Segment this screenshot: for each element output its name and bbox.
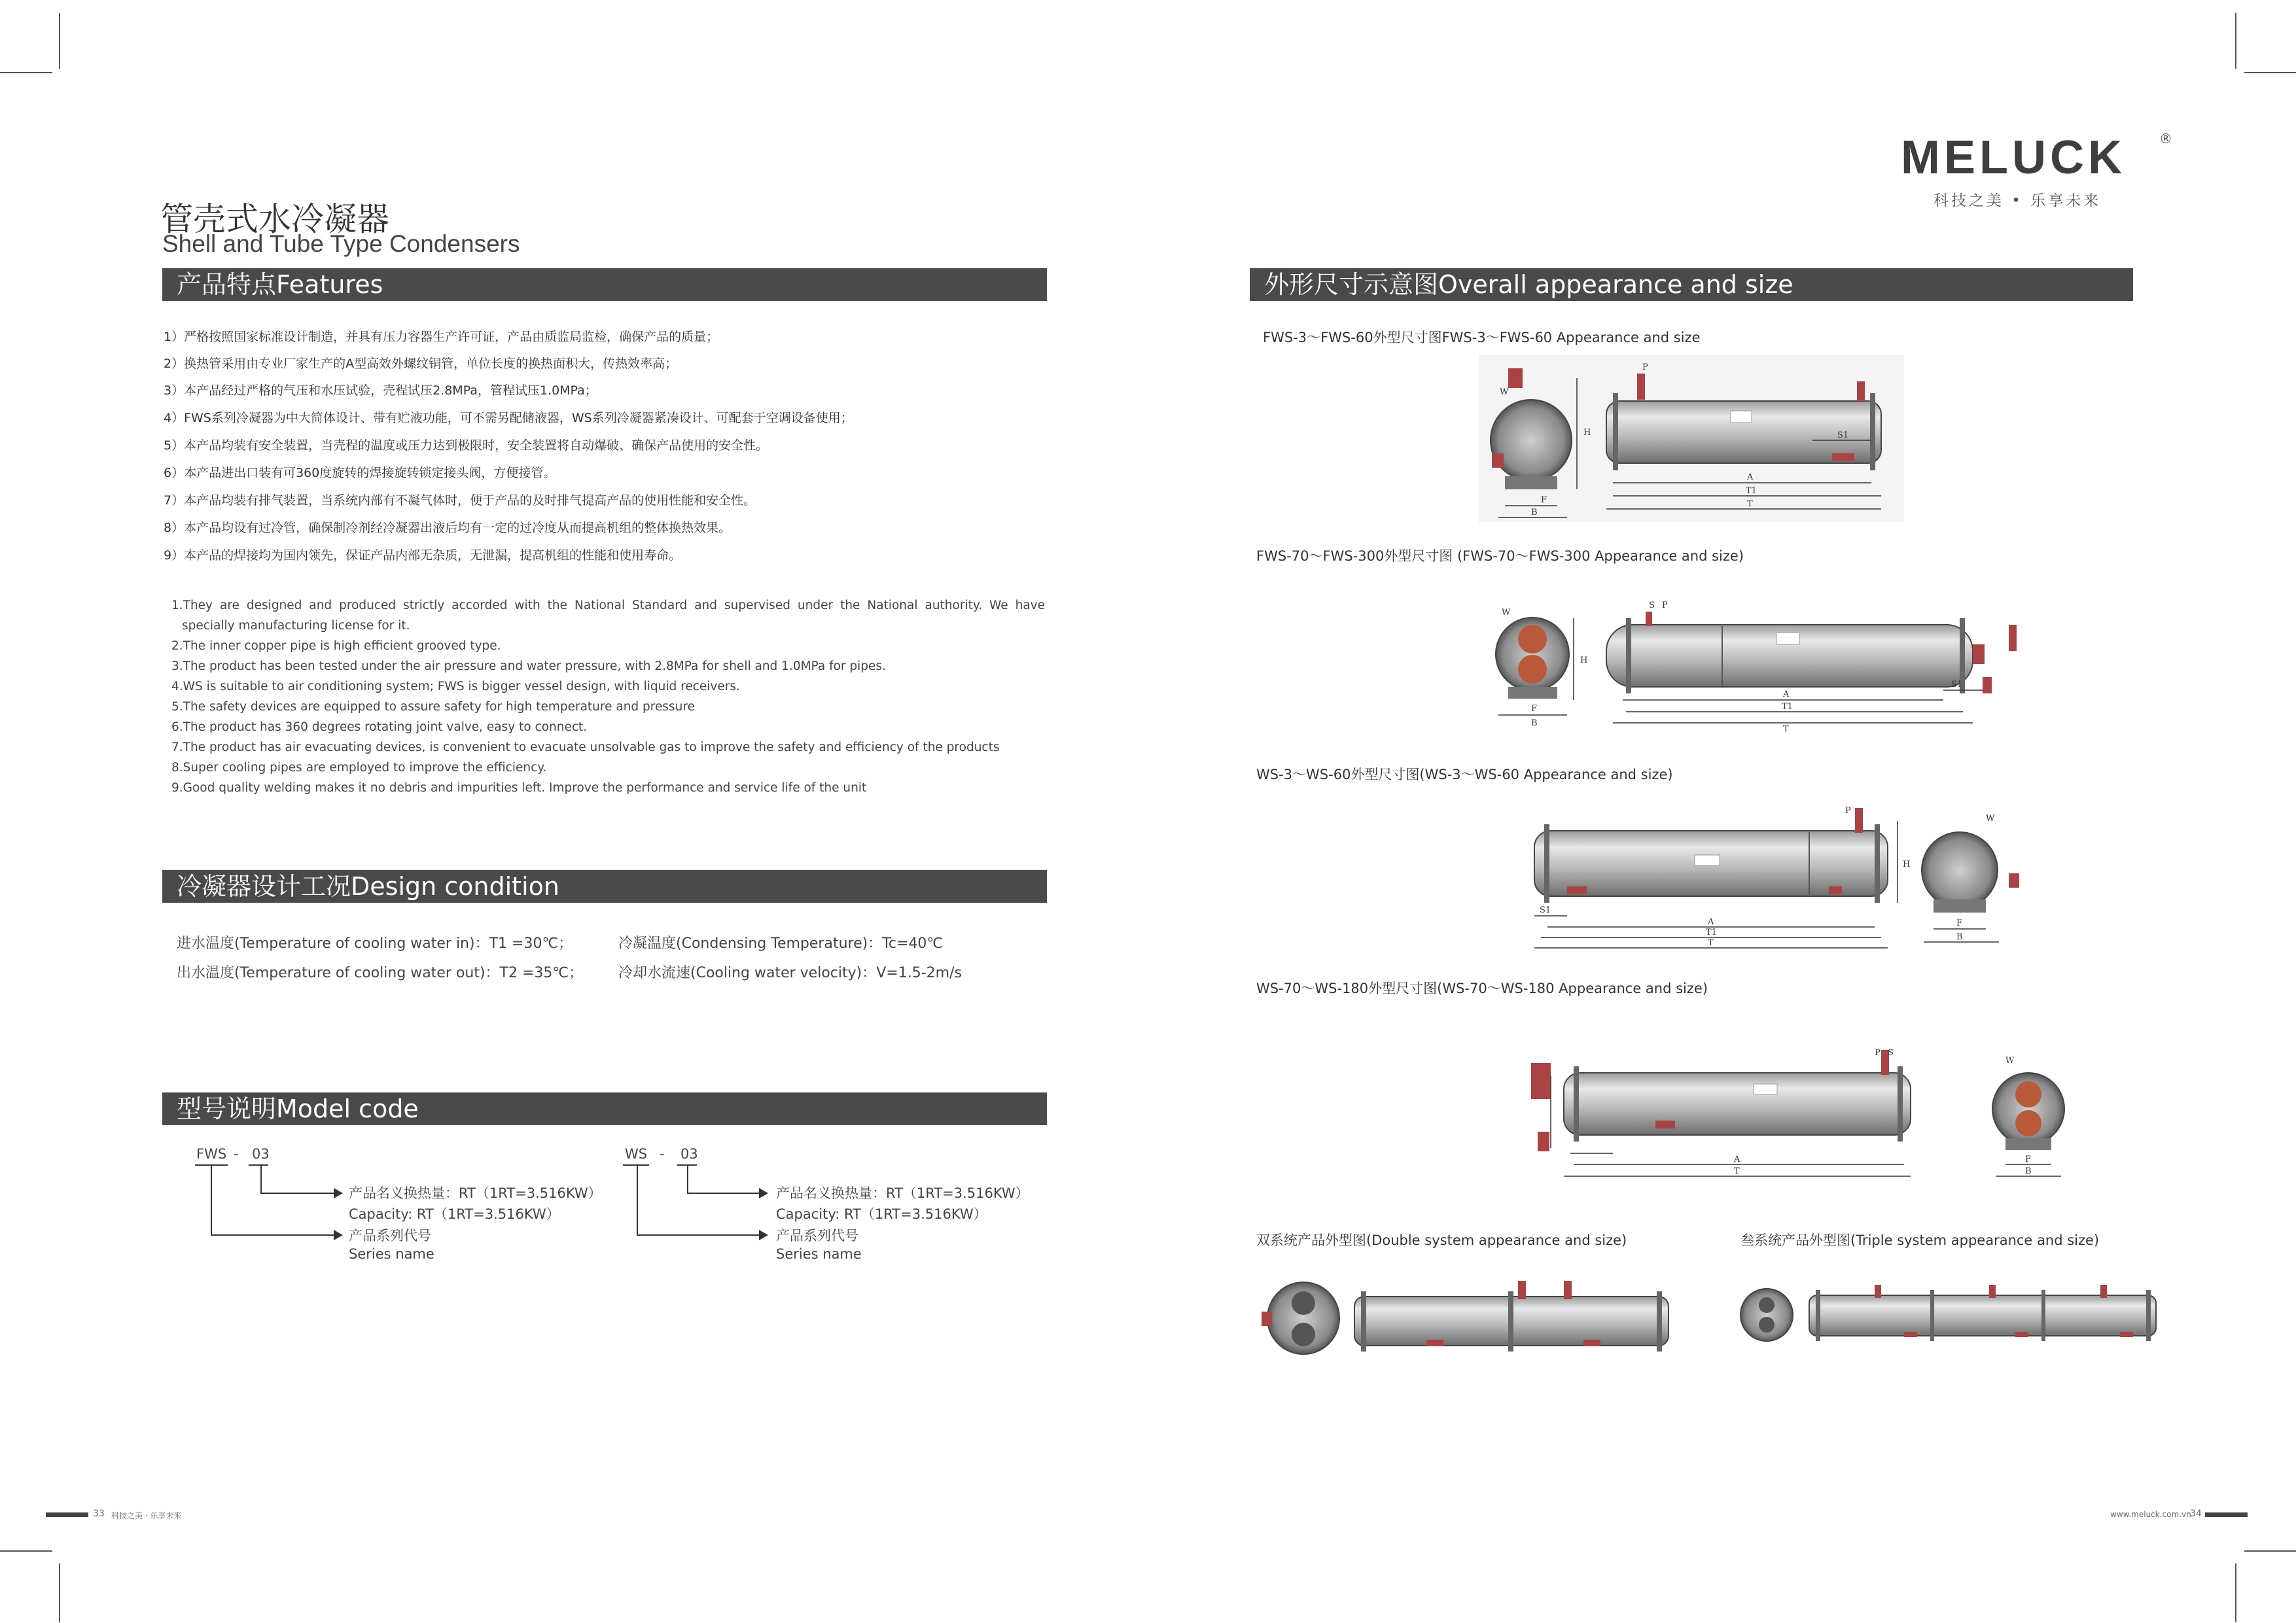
dim-label: S1 xyxy=(1951,680,1963,689)
caption-ws-70-180: WS-70～WS-180外型尺寸图(WS-70～WS-180 Appearance and size) xyxy=(1256,981,1708,996)
caption-triple-system: 叁系统产品外型图(Triple system appearance and size) xyxy=(1740,1232,2100,1248)
feature-cn-item: 2）换热管采用由专业厂家生产的A型高效外螺纹铜管，单位长度的换热面积大，传热效率高； xyxy=(164,357,678,371)
code-series: WS xyxy=(625,1146,648,1162)
dim-label: B xyxy=(1956,932,1963,942)
footer-page-right: 34 xyxy=(2190,1509,2202,1519)
feature-en-item: specially manufacturing license for it. xyxy=(182,619,410,633)
arrow-right-icon xyxy=(759,1188,769,1198)
code-connector xyxy=(637,1234,761,1236)
page-title-cn: 管壳式水冷凝器 xyxy=(160,200,389,238)
dim-label: A xyxy=(1734,1155,1740,1164)
dim-label: P xyxy=(1642,362,1648,372)
code-connector xyxy=(211,1234,335,1236)
feature-cn-item: 8）本产品均设有过冷管，确保制冷剂经冷凝器出液后均有一定的过冷度从而提高机组的整体换热效果。 xyxy=(164,521,732,535)
code-underline xyxy=(249,1164,268,1166)
feature-cn-item: 9）本产品的焊接均为国内领先，保证产品内部无杂质，无泄漏，提高机组的性能和使用寿命。 xyxy=(164,548,682,563)
feature-en-item: 9.Good quality welding makes it no debris and impurities left. Improve the performance and service life of the unit xyxy=(171,781,867,795)
code-capacity-cn: 产品名义换热量：RT（1RT=3.516KW） xyxy=(776,1185,1029,1201)
footer-url: www.meluck.com.vn xyxy=(2110,1510,2191,1519)
dim-label: T1 xyxy=(1706,928,1717,937)
dim-label: H xyxy=(1580,655,1588,665)
dim-label: W xyxy=(1986,814,1995,824)
feature-en-item: 7.The product has air evacuating devices, is convenient to evacuate unsolvable gas to improve the safety and efficiency of the products xyxy=(171,741,1000,754)
appearance-heading: 外形尺寸示意图Overall appearance and size xyxy=(1250,268,2133,301)
dim-label: T1 xyxy=(1746,486,1757,496)
feature-cn-item: 7）本产品均装有排气装置，当系统内部有不凝气体时，便于产品的及时排气提高产品的使用性能和安全性。 xyxy=(164,493,756,508)
feature-cn-item: 1）严格按照国家标准设计制造，并具有压力容器生产许可证，产品由质监局监检，确保产品的质量； xyxy=(164,330,719,344)
dim-label: P xyxy=(1875,1048,1881,1058)
caption-double-system: 双系统产品外型图(Double system appearance and size) xyxy=(1256,1232,1627,1248)
dim-label: H xyxy=(1903,860,1911,869)
dim-label: B xyxy=(1531,508,1538,517)
diagram-double-system xyxy=(1256,1276,1688,1361)
crop-mark xyxy=(2235,1563,2236,1622)
feature-en-item: 1.They are designed and produced strictly accorded with the National Standard and supervised under the National authority. We have xyxy=(171,599,1045,612)
dim-label: F xyxy=(1541,495,1547,505)
condenser-drawing xyxy=(1479,355,1904,522)
crop-mark xyxy=(0,1550,52,1552)
code-capacity-en: Capacity: RT（1RT=3.516KW） xyxy=(776,1206,987,1222)
feature-cn-item: 3）本产品经过严格的气压和水压试验，壳程试压2.8MPa，管程试压1.0MPa； xyxy=(164,383,597,398)
dim-label: W xyxy=(2005,1056,2015,1066)
dim-label: S xyxy=(1649,601,1655,610)
diagram-ws-3-60 xyxy=(1515,801,2038,952)
logo-slogan: 科技之美 • 乐享未来 xyxy=(1934,192,2102,209)
diagram-fws-70-300 xyxy=(1485,592,2028,736)
condenser-drawing xyxy=(1485,592,2028,736)
design-water-out: 出水温度(Temperature of cooling water out)：T2 =35℃； xyxy=(177,965,584,981)
dim-label: H xyxy=(1583,428,1591,438)
code-sep: - xyxy=(234,1146,239,1162)
dim-label: W xyxy=(1502,608,1511,618)
dim-label: A xyxy=(1747,472,1754,482)
dim-label: S xyxy=(1888,1048,1894,1058)
dim-label: A xyxy=(1708,917,1714,927)
code-capacity-en: Capacity: RT（1RT=3.516KW） xyxy=(349,1206,560,1222)
dim-label: T xyxy=(1783,724,1789,734)
dim-label: S1 xyxy=(1837,430,1849,440)
code-series-en: Series name xyxy=(776,1246,862,1262)
crop-mark xyxy=(59,13,60,69)
dim-label: P xyxy=(1845,806,1851,816)
dim-label: W xyxy=(1500,387,1509,397)
code-num: 03 xyxy=(680,1146,698,1162)
design-water-in: 进水温度(Temperature of cooling water in)：T1 =30℃； xyxy=(177,935,573,952)
diagram-triple-system xyxy=(1734,1282,2166,1354)
caption-fws-3-60: FWS-3～FWS-60外型尺寸图FWS-3～FWS-60 Appearance and size xyxy=(1263,330,1701,345)
footer-slogan: 科技之美 · 乐享未来 xyxy=(111,1511,182,1520)
crop-mark xyxy=(2244,72,2296,73)
feature-en-item: 6.The product has 360 degrees rotating joint valve, easy to connect. xyxy=(171,720,588,734)
footer-bar xyxy=(46,1512,88,1517)
brand-logo xyxy=(1901,131,2172,209)
feature-cn-item: 6）本产品进出口装有可360度旋转的焊接旋转锁定接头阀，方便接管。 xyxy=(164,466,556,480)
dim-label: T xyxy=(1747,499,1753,509)
arrow-right-icon xyxy=(334,1188,344,1198)
dim-label: B xyxy=(2025,1166,2032,1176)
design-water-velocity: 冷却水流速(Cooling water velocity)：V=1.5-2m/s xyxy=(618,965,962,981)
footer-bar xyxy=(2205,1512,2248,1517)
condenser-drawing xyxy=(1734,1282,2166,1354)
code-series: FWS xyxy=(196,1146,227,1162)
crop-mark xyxy=(2244,1550,2296,1552)
dim-label: T xyxy=(1734,1166,1740,1176)
feature-en-item: 5.The safety devices are equipped to assure safety for high temperature and pressure xyxy=(171,700,695,714)
dim-label: F xyxy=(1531,704,1538,714)
dim-label: P xyxy=(1662,601,1668,610)
design-heading: 冷凝器设计工况Design condition xyxy=(162,870,1047,903)
condenser-drawing xyxy=(1525,1043,2081,1184)
code-connector xyxy=(260,1164,262,1193)
design-condensing-temp: 冷凝温度(Condensing Temperature)：Tc=40℃ xyxy=(618,935,944,952)
code-underline xyxy=(623,1164,649,1166)
arrow-right-icon xyxy=(334,1230,344,1240)
dim-label: A xyxy=(1783,689,1790,699)
crop-mark xyxy=(59,1563,60,1622)
dim-label: T1 xyxy=(1782,702,1793,712)
dim-label: T xyxy=(1708,938,1714,948)
caption-ws-3-60: WS-3～WS-60外型尺寸图(WS-3～WS-60 Appearance and size) xyxy=(1256,767,1673,782)
footer-page-left: 33 xyxy=(93,1509,105,1519)
crop-mark xyxy=(2235,13,2236,69)
model-code-heading: 型号说明Model code xyxy=(162,1092,1047,1125)
features-heading: 产品特点Features xyxy=(162,268,1047,301)
code-series-cn: 产品系列代号 xyxy=(776,1228,858,1244)
feature-en-item: 2.The inner copper pipe is high efficient grooved type. xyxy=(171,639,501,653)
dim-label: S1 xyxy=(1540,905,1551,915)
page-title-en: Shell and Tube Type Condensers xyxy=(162,230,520,257)
code-connector xyxy=(687,1164,688,1193)
code-capacity-cn: 产品名义换热量：RT（1RT=3.516KW） xyxy=(349,1185,602,1201)
code-series-cn: 产品系列代号 xyxy=(349,1228,431,1244)
dim-label: F xyxy=(1956,918,1963,928)
code-series-en: Series name xyxy=(349,1246,434,1262)
diagram-fws-3-60 xyxy=(1479,355,1904,522)
caption-fws-70-300: FWS-70～FWS-300外型尺寸图 (FWS-70～FWS-300 Appearance and size) xyxy=(1256,548,1744,564)
code-connector xyxy=(637,1164,638,1235)
code-connector xyxy=(687,1193,761,1194)
feature-cn-item: 5）本产品均装有安全装置，当壳程的温度或压力达到极限时，安全装置将自动爆破、确保产品使用的安全性。 xyxy=(164,438,769,453)
logo-text: MELUCK xyxy=(1901,131,2126,184)
feature-cn-item: 4）FWS系列冷凝器为中大简体设计、带有贮液功能，可不需另配储液器，WS系列冷凝器紧凑设计、可配套于空调设备使用； xyxy=(164,411,853,425)
code-connector xyxy=(260,1193,335,1194)
arrow-right-icon xyxy=(759,1230,769,1240)
crop-mark xyxy=(0,72,52,73)
code-num: 03 xyxy=(252,1146,270,1162)
condenser-drawing xyxy=(1256,1276,1688,1361)
logo-registered: ® xyxy=(2159,131,2172,147)
feature-en-item: 3.The product has been tested under the air pressure and water pressure, with 2.8MPa for shell and 1.0MPa for pipes. xyxy=(171,659,886,673)
code-sep: - xyxy=(660,1146,665,1162)
dim-label: B xyxy=(1531,718,1538,728)
dim-label: F xyxy=(2025,1155,2032,1164)
condenser-drawing xyxy=(1515,801,2038,952)
feature-en-item: 4.WS is suitable to air conditioning system; FWS is bigger vessel design, with liquid receivers. xyxy=(171,680,740,693)
feature-en-item: 8.Super cooling pipes are employed to improve the efficiency. xyxy=(171,761,547,775)
diagram-ws-70-180 xyxy=(1525,1043,2081,1184)
code-connector xyxy=(211,1164,212,1235)
